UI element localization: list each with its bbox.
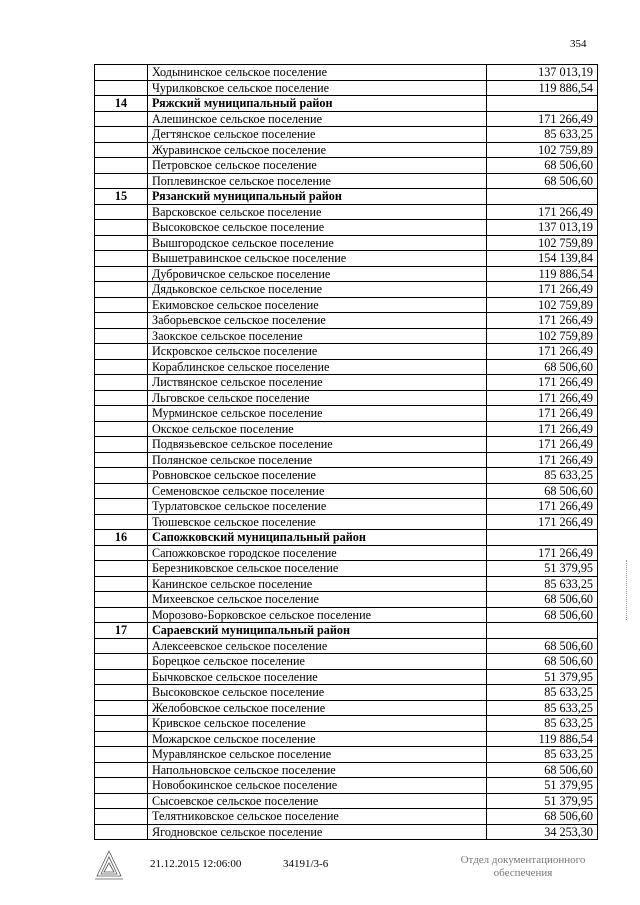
row-number xyxy=(95,545,148,561)
row-name: Заборьевское сельское поселение xyxy=(148,313,487,329)
row-name: Полянское сельское поселение xyxy=(148,452,487,468)
row-number xyxy=(95,592,148,608)
row-name: Заокское сельское поселение xyxy=(148,328,487,344)
row-name: Высоковское сельское поселение xyxy=(148,220,487,236)
table-region-row xyxy=(95,96,598,112)
row-name: Алешинское сельское поселение xyxy=(148,111,487,127)
row-value: 171 266,49 xyxy=(487,499,598,515)
row-value: 68 506,60 xyxy=(487,592,598,608)
footer xyxy=(0,854,640,894)
row-value xyxy=(487,530,598,546)
row-number xyxy=(95,390,148,406)
row-number xyxy=(95,375,148,391)
row-value: 51 379,95 xyxy=(487,778,598,794)
table-row xyxy=(95,638,598,654)
row-name: Высоковское сельское поселение xyxy=(148,685,487,701)
row-name: Варсковское сельское поселение xyxy=(148,204,487,220)
row-value: 171 266,49 xyxy=(487,111,598,127)
row-name: Канинское сельское поселение xyxy=(148,576,487,592)
row-name: Телятниковское сельское поселение xyxy=(148,809,487,825)
row-number xyxy=(95,809,148,825)
row-value xyxy=(487,623,598,639)
table-row xyxy=(95,297,598,313)
row-number xyxy=(95,561,148,577)
row-number: 14 xyxy=(95,96,148,112)
table-row xyxy=(95,406,598,422)
row-number xyxy=(95,499,148,515)
row-number xyxy=(95,468,148,484)
row-value: 171 266,49 xyxy=(487,452,598,468)
row-name: Ягодновское сельское поселение xyxy=(148,824,487,840)
row-number xyxy=(95,406,148,422)
row-name: Алексеевское сельское поселение xyxy=(148,638,487,654)
row-number xyxy=(95,483,148,499)
row-name: Вышгородское сельское поселение xyxy=(148,235,487,251)
row-number: 15 xyxy=(95,189,148,205)
table-row xyxy=(95,142,598,158)
table-row xyxy=(95,809,598,825)
table-row xyxy=(95,576,598,592)
row-name: Ряжский муниципальный район xyxy=(148,96,487,112)
row-number xyxy=(95,793,148,809)
row-value: 85 633,25 xyxy=(487,576,598,592)
row-value: 51 379,95 xyxy=(487,793,598,809)
row-number xyxy=(95,762,148,778)
table-row xyxy=(95,468,598,484)
table-row xyxy=(95,390,598,406)
row-number xyxy=(95,65,148,81)
table-row xyxy=(95,483,598,499)
row-name: Тюшевское сельское поселение xyxy=(148,514,487,530)
row-number xyxy=(95,452,148,468)
row-value: 85 633,25 xyxy=(487,716,598,732)
row-name: Ровновское сельское поселение xyxy=(148,468,487,484)
table-row xyxy=(95,499,598,515)
row-value: 85 633,25 xyxy=(487,685,598,701)
row-number xyxy=(95,204,148,220)
row-number xyxy=(95,127,148,143)
table-row xyxy=(95,607,598,623)
settlements-table xyxy=(94,64,598,840)
row-number xyxy=(95,638,148,654)
table-row xyxy=(95,561,598,577)
row-name: Кривское сельское поселение xyxy=(148,716,487,732)
row-value: 85 633,25 xyxy=(487,127,598,143)
row-name: Екимовское сельское поселение xyxy=(148,297,487,313)
table-row xyxy=(95,716,598,732)
row-name: Березниковское сельское поселение xyxy=(148,561,487,577)
row-value: 68 506,60 xyxy=(487,809,598,825)
row-value: 171 266,49 xyxy=(487,514,598,530)
table-region-row xyxy=(95,530,598,546)
table-row xyxy=(95,158,598,174)
row-value: 85 633,25 xyxy=(487,700,598,716)
table-row xyxy=(95,313,598,329)
row-name: Журавинское сельское поселение xyxy=(148,142,487,158)
row-value: 102 759,89 xyxy=(487,235,598,251)
table-row xyxy=(95,344,598,360)
row-number: 16 xyxy=(95,530,148,546)
footer-department xyxy=(448,854,598,880)
row-number: 17 xyxy=(95,623,148,639)
row-name: Морозово-Борковское сельское поселение xyxy=(148,607,487,623)
row-value xyxy=(487,96,598,112)
row-number xyxy=(95,235,148,251)
row-number xyxy=(95,111,148,127)
table-body xyxy=(95,65,598,840)
row-value: 171 266,49 xyxy=(487,282,598,298)
row-number xyxy=(95,220,148,236)
row-number xyxy=(95,669,148,685)
row-value: 171 266,49 xyxy=(487,390,598,406)
row-number xyxy=(95,266,148,282)
row-name: Дубровичское сельское поселение xyxy=(148,266,487,282)
page-number: 354 xyxy=(570,38,587,50)
table-row xyxy=(95,251,598,267)
table-region-row xyxy=(95,189,598,205)
row-value: 102 759,89 xyxy=(487,142,598,158)
row-value: 171 266,49 xyxy=(487,344,598,360)
row-value: 137 013,19 xyxy=(487,65,598,81)
row-name: Муравлянское сельское поселение xyxy=(148,747,487,763)
row-number xyxy=(95,824,148,840)
footer-doc-code: 34191/3-6 xyxy=(283,858,329,870)
row-value: 171 266,49 xyxy=(487,437,598,453)
row-number xyxy=(95,514,148,530)
table-row xyxy=(95,793,598,809)
row-name: Напольновское сельское поселение xyxy=(148,762,487,778)
row-name: Окское сельское поселение xyxy=(148,421,487,437)
table-row xyxy=(95,731,598,747)
row-value: 34 253,30 xyxy=(487,824,598,840)
row-name: Ходынинское сельское поселение xyxy=(148,65,487,81)
row-number xyxy=(95,344,148,360)
row-number xyxy=(95,328,148,344)
row-number xyxy=(95,297,148,313)
row-number xyxy=(95,359,148,375)
row-name: Петровское сельское поселение xyxy=(148,158,487,174)
row-name: Дегтянское сельское поселение xyxy=(148,127,487,143)
table-row xyxy=(95,359,598,375)
table-row xyxy=(95,282,598,298)
row-value: 68 506,60 xyxy=(487,173,598,189)
footer-department-line1: Отдел документационного xyxy=(460,854,586,866)
row-name: Сапожковский муниципальный район xyxy=(148,530,487,546)
table-row xyxy=(95,375,598,391)
table-row xyxy=(95,127,598,143)
row-value: 85 633,25 xyxy=(487,747,598,763)
row-value: 102 759,89 xyxy=(487,328,598,344)
table-row xyxy=(95,669,598,685)
row-name: Семеновское сельское поселение xyxy=(148,483,487,499)
row-name: Дядьковское сельское поселение xyxy=(148,282,487,298)
row-number xyxy=(95,142,148,158)
row-number xyxy=(95,173,148,189)
row-value: 171 266,49 xyxy=(487,204,598,220)
row-number xyxy=(95,778,148,794)
row-value: 171 266,49 xyxy=(487,421,598,437)
row-value: 154 139,84 xyxy=(487,251,598,267)
row-name: Искровское сельское поселение xyxy=(148,344,487,360)
row-name: Кораблинское сельское поселение xyxy=(148,359,487,375)
table-row xyxy=(95,747,598,763)
table-row xyxy=(95,437,598,453)
row-name: Мурминское сельское поселение xyxy=(148,406,487,422)
row-number xyxy=(95,747,148,763)
row-value: 68 506,60 xyxy=(487,359,598,375)
row-number xyxy=(95,313,148,329)
row-value: 85 633,25 xyxy=(487,468,598,484)
row-name: Рязанский муниципальный район xyxy=(148,189,487,205)
row-name: Листвянское сельское поселение xyxy=(148,375,487,391)
row-name: Можарское сельское поселение xyxy=(148,731,487,747)
row-value: 68 506,60 xyxy=(487,607,598,623)
table-row xyxy=(95,762,598,778)
row-value: 68 506,60 xyxy=(487,158,598,174)
row-value: 68 506,60 xyxy=(487,762,598,778)
row-value: 119 886,54 xyxy=(487,80,598,96)
row-value: 171 266,49 xyxy=(487,313,598,329)
row-name: Льговское сельское поселение xyxy=(148,390,487,406)
table-row xyxy=(95,80,598,96)
row-number xyxy=(95,282,148,298)
table-row xyxy=(95,654,598,670)
row-value: 51 379,95 xyxy=(487,561,598,577)
table-row xyxy=(95,514,598,530)
row-value xyxy=(487,189,598,205)
row-value: 68 506,60 xyxy=(487,483,598,499)
table-row xyxy=(95,421,598,437)
row-number xyxy=(95,685,148,701)
row-name: Сысоевское сельское поселение xyxy=(148,793,487,809)
row-number xyxy=(95,731,148,747)
table-row xyxy=(95,266,598,282)
table-row xyxy=(95,824,598,840)
row-value: 51 379,95 xyxy=(487,669,598,685)
row-value: 119 886,54 xyxy=(487,266,598,282)
row-number xyxy=(95,607,148,623)
row-name: Вышетравинское сельское поселение xyxy=(148,251,487,267)
row-value: 68 506,60 xyxy=(487,638,598,654)
row-value: 171 266,49 xyxy=(487,406,598,422)
table-row xyxy=(95,328,598,344)
table-row xyxy=(95,700,598,716)
row-number xyxy=(95,654,148,670)
row-name: Михеевское сельское поселение xyxy=(148,592,487,608)
row-name: Чурилковское сельское поселение xyxy=(148,80,487,96)
table-row xyxy=(95,452,598,468)
table-row xyxy=(95,685,598,701)
table-row xyxy=(95,65,598,81)
footer-datetime: 21.12.2015 12:06:00 xyxy=(150,858,242,870)
table-row xyxy=(95,545,598,561)
row-number xyxy=(95,158,148,174)
row-number xyxy=(95,421,148,437)
row-name: Бычковское сельское поселение xyxy=(148,669,487,685)
table-row xyxy=(95,235,598,251)
row-value: 119 886,54 xyxy=(487,731,598,747)
row-name: Сапожковское городское поселение xyxy=(148,545,487,561)
row-value: 171 266,49 xyxy=(487,375,598,391)
table-row xyxy=(95,778,598,794)
table-row xyxy=(95,592,598,608)
row-number xyxy=(95,716,148,732)
row-value: 137 013,19 xyxy=(487,220,598,236)
table-row xyxy=(95,220,598,236)
table-row xyxy=(95,111,598,127)
row-number xyxy=(95,700,148,716)
row-value: 68 506,60 xyxy=(487,654,598,670)
row-value: 102 759,89 xyxy=(487,297,598,313)
row-value: 171 266,49 xyxy=(487,545,598,561)
emblem-icon xyxy=(92,848,126,882)
row-name: Борецкое сельское поселение xyxy=(148,654,487,670)
footer-department-line2: обеспечения xyxy=(493,867,553,879)
row-number xyxy=(95,80,148,96)
row-number xyxy=(95,576,148,592)
table-row xyxy=(95,173,598,189)
row-name: Желобовское сельское поселение xyxy=(148,700,487,716)
row-name: Турлатовское сельское поселение xyxy=(148,499,487,515)
edge-stamp-mark xyxy=(626,560,635,620)
table-region-row xyxy=(95,623,598,639)
row-name: Сараевский муниципальный район xyxy=(148,623,487,639)
row-name: Поплевинское сельское поселение xyxy=(148,173,487,189)
row-number xyxy=(95,251,148,267)
row-name: Новобокинское сельское поселение xyxy=(148,778,487,794)
row-name: Подвязьевское сельское поселение xyxy=(148,437,487,453)
table-row xyxy=(95,204,598,220)
row-number xyxy=(95,437,148,453)
